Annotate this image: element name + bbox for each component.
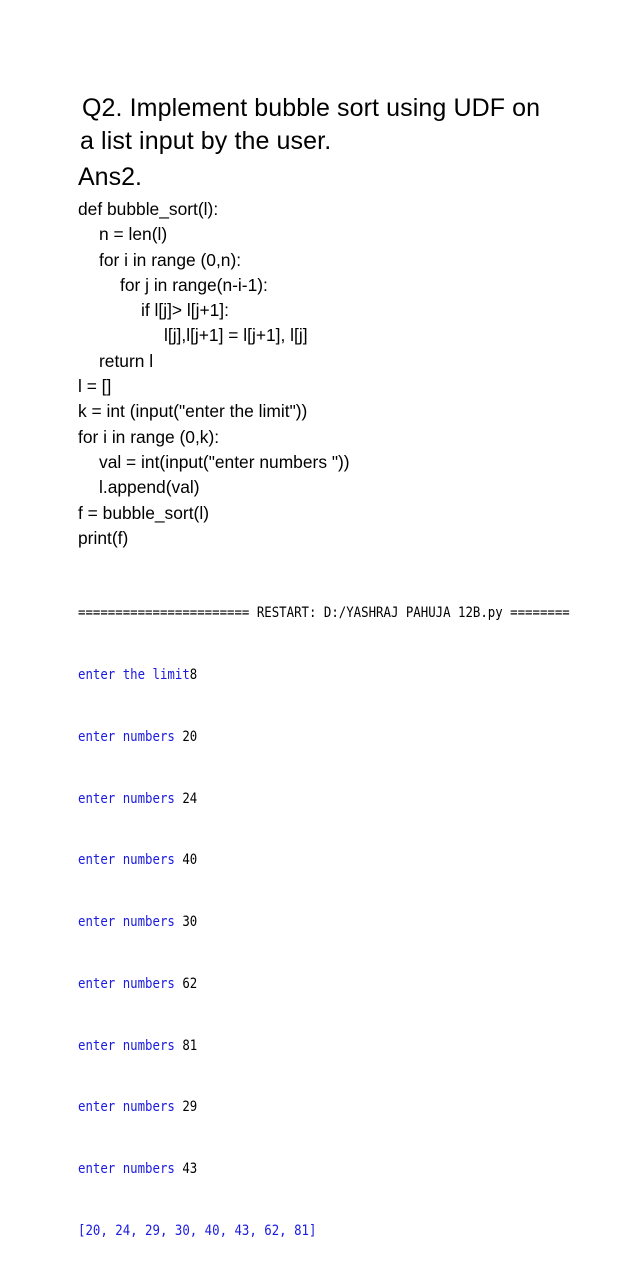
shell-number-line [78,974,515,995]
code-line: for i in range (0,n): [99,249,242,270]
shell-prompt: enter numbers [78,790,183,807]
shell-number-line [78,1097,515,1118]
code-block [78,197,350,551]
shell-prompt: enter numbers [78,852,183,869]
shell-number-line [78,1159,515,1180]
code-line: for j in range(n-i-1): [120,274,268,295]
code-line: l = [] [78,376,112,397]
shell-restart-line: ======================= RESTART: D:/YASHRAJ PAHUJA 12B.py ======== [78,605,570,622]
code-line: def bubble_sort(l): [78,199,219,219]
code-line: return l [99,350,154,371]
shell-prompt: enter numbers [78,914,183,931]
shell-input-value: 62 [182,975,198,992]
question-text [80,92,580,158]
code-line: n = len(l) [99,224,168,245]
shell-number-line [78,789,515,810]
code-line: l[j],l[j+1] = l[j+1], l[j] [164,325,308,346]
shell-input-value: 8 [189,666,198,683]
shell-number-line [78,912,515,933]
code-line: f = bubble_sort(l) [78,502,209,523]
shell-input-value: 30 [182,914,198,931]
shell-number-line [78,727,515,748]
shell-number-line [78,850,515,871]
code-line: print(f) [78,527,129,548]
shell-prompt: enter numbers [78,1099,183,1116]
code-line: if l[j]> l[j+1]: [141,300,229,321]
shell-limit-line [78,665,515,686]
code-line: val = int(input("enter numbers ")) [99,451,350,472]
shell-input-value: 40 [182,852,198,869]
shell-result-line: [20, 24, 29, 30, 40, 43, 62, 81] [78,1223,317,1239]
shell-number-line [78,1036,515,1057]
shell-prompt: enter numbers [78,975,183,992]
shell-prompt: enter numbers [78,728,183,745]
shell-input-value: 29 [182,1099,198,1116]
shell-input-value: 81 [182,1037,198,1054]
shell-input-value: 43 [182,1161,198,1178]
shell-prompt: enter numbers [78,1037,183,1054]
question-line-1: Q2. Implement bubble sort using UDF on [82,94,541,122]
code-line: for i in range (0,k): [78,426,220,447]
shell-output-screenshot [78,562,570,1239]
shell-input-value: 24 [182,790,198,807]
answer-label: Ans2. [78,163,142,191]
question-line-2: a list input by the user. [80,127,332,155]
shell-prompt: enter the limit [78,666,190,683]
shell-prompt: enter numbers [78,1161,183,1178]
code-line: k = int (input("enter the limit")) [78,401,308,422]
shell-input-value: 20 [182,728,198,745]
code-line: l.append(val) [99,477,200,498]
